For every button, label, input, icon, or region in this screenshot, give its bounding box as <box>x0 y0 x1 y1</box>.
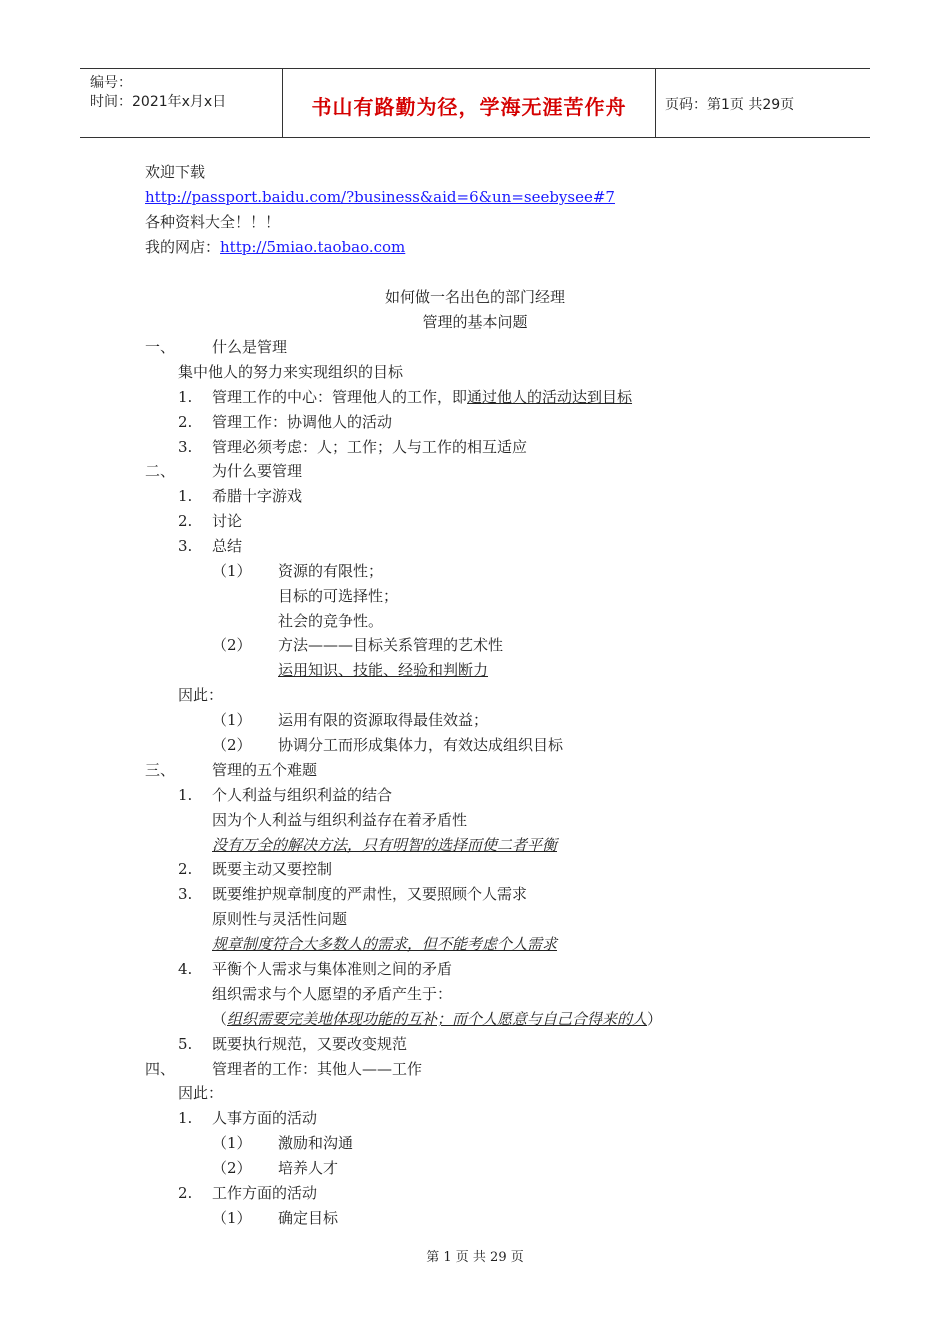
emphasis-text: 组织需要完美地体现功能的互补；而个人愿意与自己合得来的人 <box>227 1010 648 1028</box>
list-item: 总结 <box>212 537 243 555</box>
underlined-text: 运用知识、技能、经验和判断力 <box>278 661 489 679</box>
list-item: 既要执行规范，又要改变规范 <box>212 1035 408 1053</box>
section-heading: 管理的五个难题 <box>212 761 318 779</box>
section-number: 三、 <box>145 761 176 779</box>
list-item: 讨论 <box>212 512 243 530</box>
section-heading: 为什么要管理 <box>212 462 303 480</box>
sub-item: 社会的竞争性。 <box>278 612 384 630</box>
sub-number: （2） <box>212 1159 252 1177</box>
list-number: 2. <box>178 512 193 530</box>
list-number: 2. <box>178 860 193 878</box>
sub-number: （1） <box>212 1209 252 1227</box>
list-item: 人事方面的活动 <box>212 1109 318 1127</box>
header-motto-cell <box>282 69 656 137</box>
sub-item: 方法———目标关系管理的艺术性 <box>278 636 504 654</box>
shop-line <box>145 237 405 257</box>
list-item: 管理工作：协调他人的活动 <box>212 413 393 431</box>
emphasis-line <box>212 1009 662 1029</box>
page-info: 页码：第1页 共29页 <box>665 97 795 113</box>
list-number: 1. <box>178 388 193 406</box>
list-item: 既要维护规章制度的严肃性，又要照顾个人需求 <box>212 885 528 903</box>
shop-link[interactable]: http://5miao.taobao.com <box>220 238 406 256</box>
section-number: 二、 <box>145 462 176 480</box>
sub-item: 激励和沟通 <box>278 1134 354 1152</box>
list-number: 3. <box>178 885 193 903</box>
page-header-table <box>80 68 870 138</box>
list-number: 1. <box>178 487 193 505</box>
list-number: 3. <box>178 438 193 456</box>
time-label: 时间：2021年x月x日 <box>90 94 227 110</box>
materials-text: 各种资料大全！！！ <box>145 213 281 231</box>
doc-title: 如何做一名出色的部门经理 <box>384 288 565 306</box>
underlined-text: 通过他人的活动达到目标 <box>467 388 633 406</box>
doc-subtitle: 管理的基本问题 <box>422 313 528 331</box>
list-item: 既要主动又要控制 <box>212 860 333 878</box>
list-item: 个人利益与组织利益的结合 <box>212 786 393 804</box>
header-page-cell <box>655 69 870 137</box>
section-number: 四、 <box>145 1060 176 1078</box>
section-heading: 管理者的工作：其他人——工作 <box>212 1060 423 1078</box>
list-item-detail: 组织需求与个人愿望的矛盾产生于： <box>212 985 453 1003</box>
sub-item: 目标的可选择性； <box>278 587 399 605</box>
section-number: 一、 <box>145 338 176 356</box>
paren-open: （ <box>212 1010 228 1028</box>
emphasis-text: 没有万全的解决方法，只有明智的选择而使二者平衡 <box>212 836 558 854</box>
sub-number: （1） <box>212 711 252 729</box>
therefore-label: 因此： <box>178 686 224 704</box>
list-number: 3. <box>178 537 193 555</box>
list-item <box>212 387 632 407</box>
sub-item: 协调分工而形成集体力，有效达成组织目标 <box>278 736 564 754</box>
list-number: 4. <box>178 960 193 978</box>
paren-close: ） <box>647 1010 663 1028</box>
list-number: 5. <box>178 1035 193 1053</box>
welcome-text: 欢迎下载 <box>145 163 206 181</box>
sub-number: （1） <box>212 1134 252 1152</box>
emphasis-text: 规章制度符合大多数人的需求，但不能考虑个人需求 <box>212 935 558 953</box>
shop-label: 我的网店： <box>145 238 221 256</box>
download-link[interactable]: http://passport.baidu.com/?business&aid=6&un=seebysee#7 <box>145 188 615 206</box>
list-item-text: 管理工作的中心：管理他人的工作，即 <box>212 388 468 406</box>
list-number: 1. <box>178 1109 193 1127</box>
sub-item: 资源的有限性； <box>278 562 384 580</box>
sub-number: （1） <box>212 562 252 580</box>
list-item: 管理必须考虑：人；工作；人与工作的相互适应 <box>212 438 528 456</box>
section-heading: 什么是管理 <box>212 338 288 356</box>
list-item: 希腊十字游戏 <box>212 487 303 505</box>
list-item-detail: 因为个人利益与组织利益存在着矛盾性 <box>212 811 468 829</box>
list-number: 2. <box>178 413 193 431</box>
sub-number: （2） <box>212 636 252 654</box>
sub-item: 确定目标 <box>278 1209 339 1227</box>
list-item-detail: 原则性与灵活性问题 <box>212 910 348 928</box>
number-label: 编号： <box>90 75 132 91</box>
page-footer: 第 1 页 共 29 页 <box>426 1250 524 1265</box>
list-item: 平衡个人需求与集体准则之间的矛盾 <box>212 960 453 978</box>
sub-item: 培养人才 <box>278 1159 339 1177</box>
header-meta-cell <box>80 69 282 137</box>
list-number: 1. <box>178 786 193 804</box>
therefore-label: 因此： <box>178 1084 224 1102</box>
list-item: 工作方面的活动 <box>212 1184 318 1202</box>
sub-number: （2） <box>212 736 252 754</box>
sub-item: 运用有限的资源取得最佳效益； <box>278 711 489 729</box>
motto: 书山有路勤为径，学海无涯苦作舟 <box>311 95 627 119</box>
list-number: 2. <box>178 1184 193 1202</box>
section-text: 集中他人的努力来实现组织的目标 <box>178 363 404 381</box>
